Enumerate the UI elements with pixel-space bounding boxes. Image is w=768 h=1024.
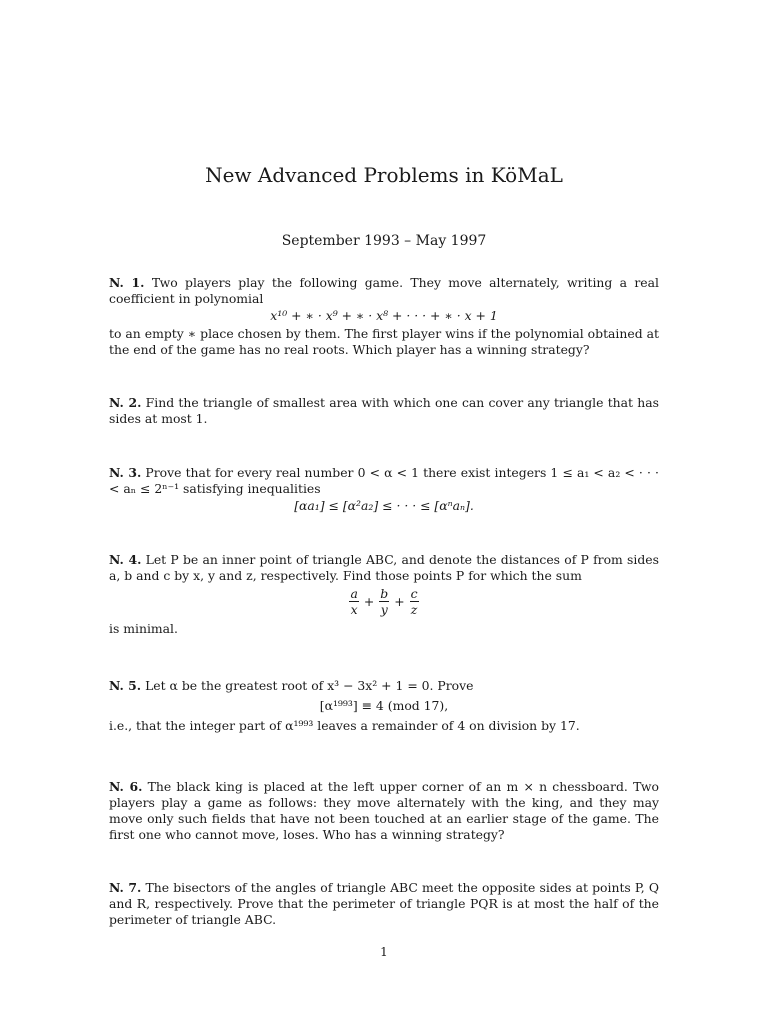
problem-formula: [αa₁] ≤ [α²a₂] ≤ · · · ≤ [αⁿaₙ]. [294, 498, 474, 513]
fraction-denominator: z [410, 602, 418, 617]
problem-1 [109, 275, 659, 358]
fraction-sum [109, 586, 659, 617]
fraction-a-x [349, 586, 358, 617]
problem-text-continued: to an empty ∗ place chosen by them. The first player wins if the polynomial obtained at the end of the game has no real roots. Which player has a winning strategy? [109, 326, 659, 357]
fraction-c-z [410, 586, 419, 617]
plus-sign: + [363, 593, 375, 609]
problem-text-continued: is minimal. [109, 621, 178, 636]
fraction-b-y [379, 586, 389, 617]
problem-label: N. 4. [109, 552, 142, 567]
problem-4 [109, 552, 659, 637]
problem-text: Let α be the greatest root of x³ − 3x² + 1 = 0. Prove [145, 678, 474, 693]
fraction-numerator: a [350, 586, 358, 601]
problem-text-continued: i.e., that the integer part of α¹⁹⁹³ leaves a remainder of 4 on division by 17. [109, 718, 580, 733]
problem-6 [109, 779, 659, 843]
problem-text: Find the triangle of smallest area with which one can cover any triangle that has sides at most 1. [109, 395, 659, 426]
plus-sign: + [394, 593, 405, 609]
problem-label: N. 7. [109, 880, 142, 895]
fraction-denominator: y [380, 602, 388, 617]
fraction-denominator: x [350, 602, 358, 617]
problem-formula: x¹⁰ + ∗ · x⁹ + ∗ · x⁸ + · · · + ∗ · x + 1 [270, 308, 498, 323]
problem-label: N. 1. [109, 275, 145, 290]
document-title: New Advanced Problems in KöMaL [205, 163, 563, 187]
problem-7 [109, 880, 659, 928]
document-subtitle: September 1993 – May 1997 [281, 233, 487, 249]
problem-label: N. 3. [109, 465, 142, 480]
page-number: 1 [380, 945, 388, 959]
problem-3 [109, 465, 659, 516]
problem-label: N. 5. [109, 678, 142, 693]
problem-label: N. 6. [109, 779, 143, 794]
problem-text: The bisectors of the angles of triangle ABC meet the opposite sides at points P, Q and R, respectively. Prove that the perimeter of triangle PQR is at most the half of the perimeter of triangle ABC. [109, 880, 659, 927]
problem-2 [109, 395, 659, 427]
problem-text: The black king is placed at the left upper corner of an m × n chessboard. Two players play a game as follows: they move alternately with the king, and they may move only such fields that have not been touched at an earlier stage of the game. The first one who cannot move, loses. Who has a winning strategy? [109, 779, 659, 842]
problem-label: N. 2. [109, 395, 142, 410]
problem-formula: [α¹⁹⁹³] ≡ 4 (mod 17), [319, 698, 449, 713]
problem-5 [109, 678, 659, 734]
fraction-numerator: c [410, 586, 418, 601]
problem-text: Two players play the following game. They move alternately, writing a real coefficient in polynomial [109, 275, 659, 306]
problem-text: Let P be an inner point of triangle ABC, and denote the distances of P from sides a, b and c by x, y and z, respectively. Find those points P for which the sum [109, 552, 659, 583]
problem-text: Prove that for every real number 0 < α < 1 there exist integers 1 ≤ a₁ < a₂ < · · · < aₙ ≤ 2ⁿ⁻¹ satisfying inequalities [109, 465, 659, 496]
fraction-numerator: b [380, 586, 389, 601]
